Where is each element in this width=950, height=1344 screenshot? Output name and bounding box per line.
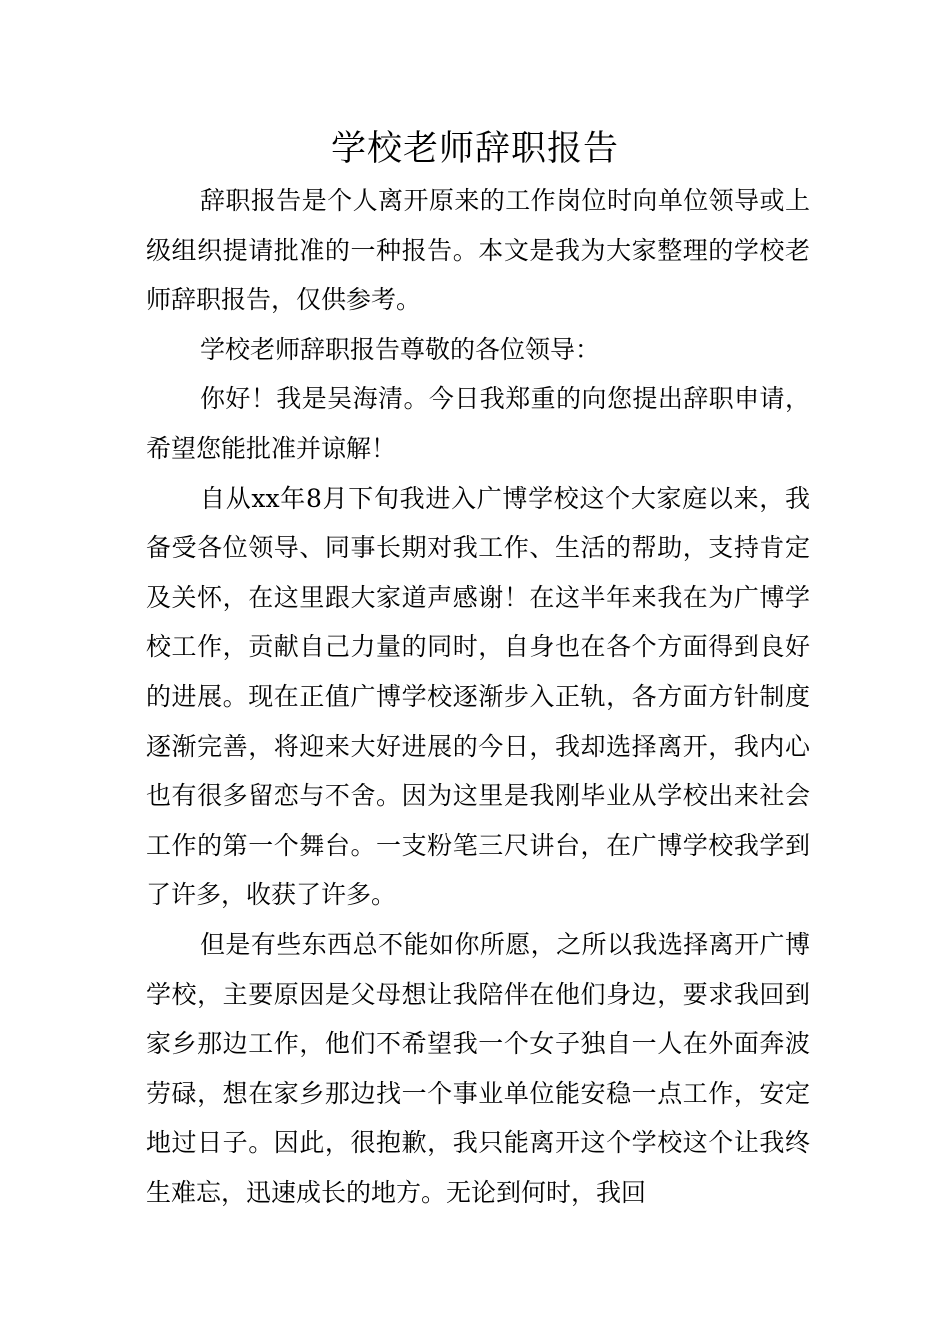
- paragraph-gratitude: 自从xx年8月下旬我进入广博学校这个大家庭以来，我备受各位领导、同事长期对我工作、生活的帮助，支持肯定及关怀，在这里跟大家道声感谢！在这半年来我在为广博学校工作，贡献自己力量的同时，自身也在各个方面得到良好的进展。现在正值广博学校逐渐步入正轨，各方面方针制度逐渐完善，将迎来大好进展的今日，我却选择离开，我内心也有很多留恋与不舍。因为这里是我刚毕业从学校出来社会工作的第一个舞台。一支粉笔三尺讲台，在广博学校我学到了许多，收获了许多。: [146, 483, 810, 910]
- paragraph-greeting: 你好！我是吴海清。今日我郑重的向您提出辞职申请，希望您能批准并谅解！: [146, 384, 810, 463]
- document-title: 学校老师辞职报告: [330, 129, 619, 169]
- paragraph-reason: 但是有些东西总不能如你所愿，之所以我选择离开广博学校，主要原因是父母想让我陪伴在他们身边，要求我回到家乡那边工作，他们不希望我一个女子独自一人在外面奔波劳碌，想在家乡那边找一个事业单位能安稳一点工作，安定地过日子。因此，很抱歉，我只能离开这个学校这个让我终生难忘，迅速成长的地方。无论到何时，我回: [146, 929, 810, 1207]
- paragraph-intro: 辞职报告是个人离开原来的工作岗位时向单位领导或上级组织提请批准的一种报告。本文是我为大家整理的学校老师辞职报告，仅供参考。: [146, 186, 810, 315]
- paragraph-salutation: 学校老师辞职报告尊敬的各位领导：: [200, 334, 601, 364]
- document-body: [146, 176, 810, 1217]
